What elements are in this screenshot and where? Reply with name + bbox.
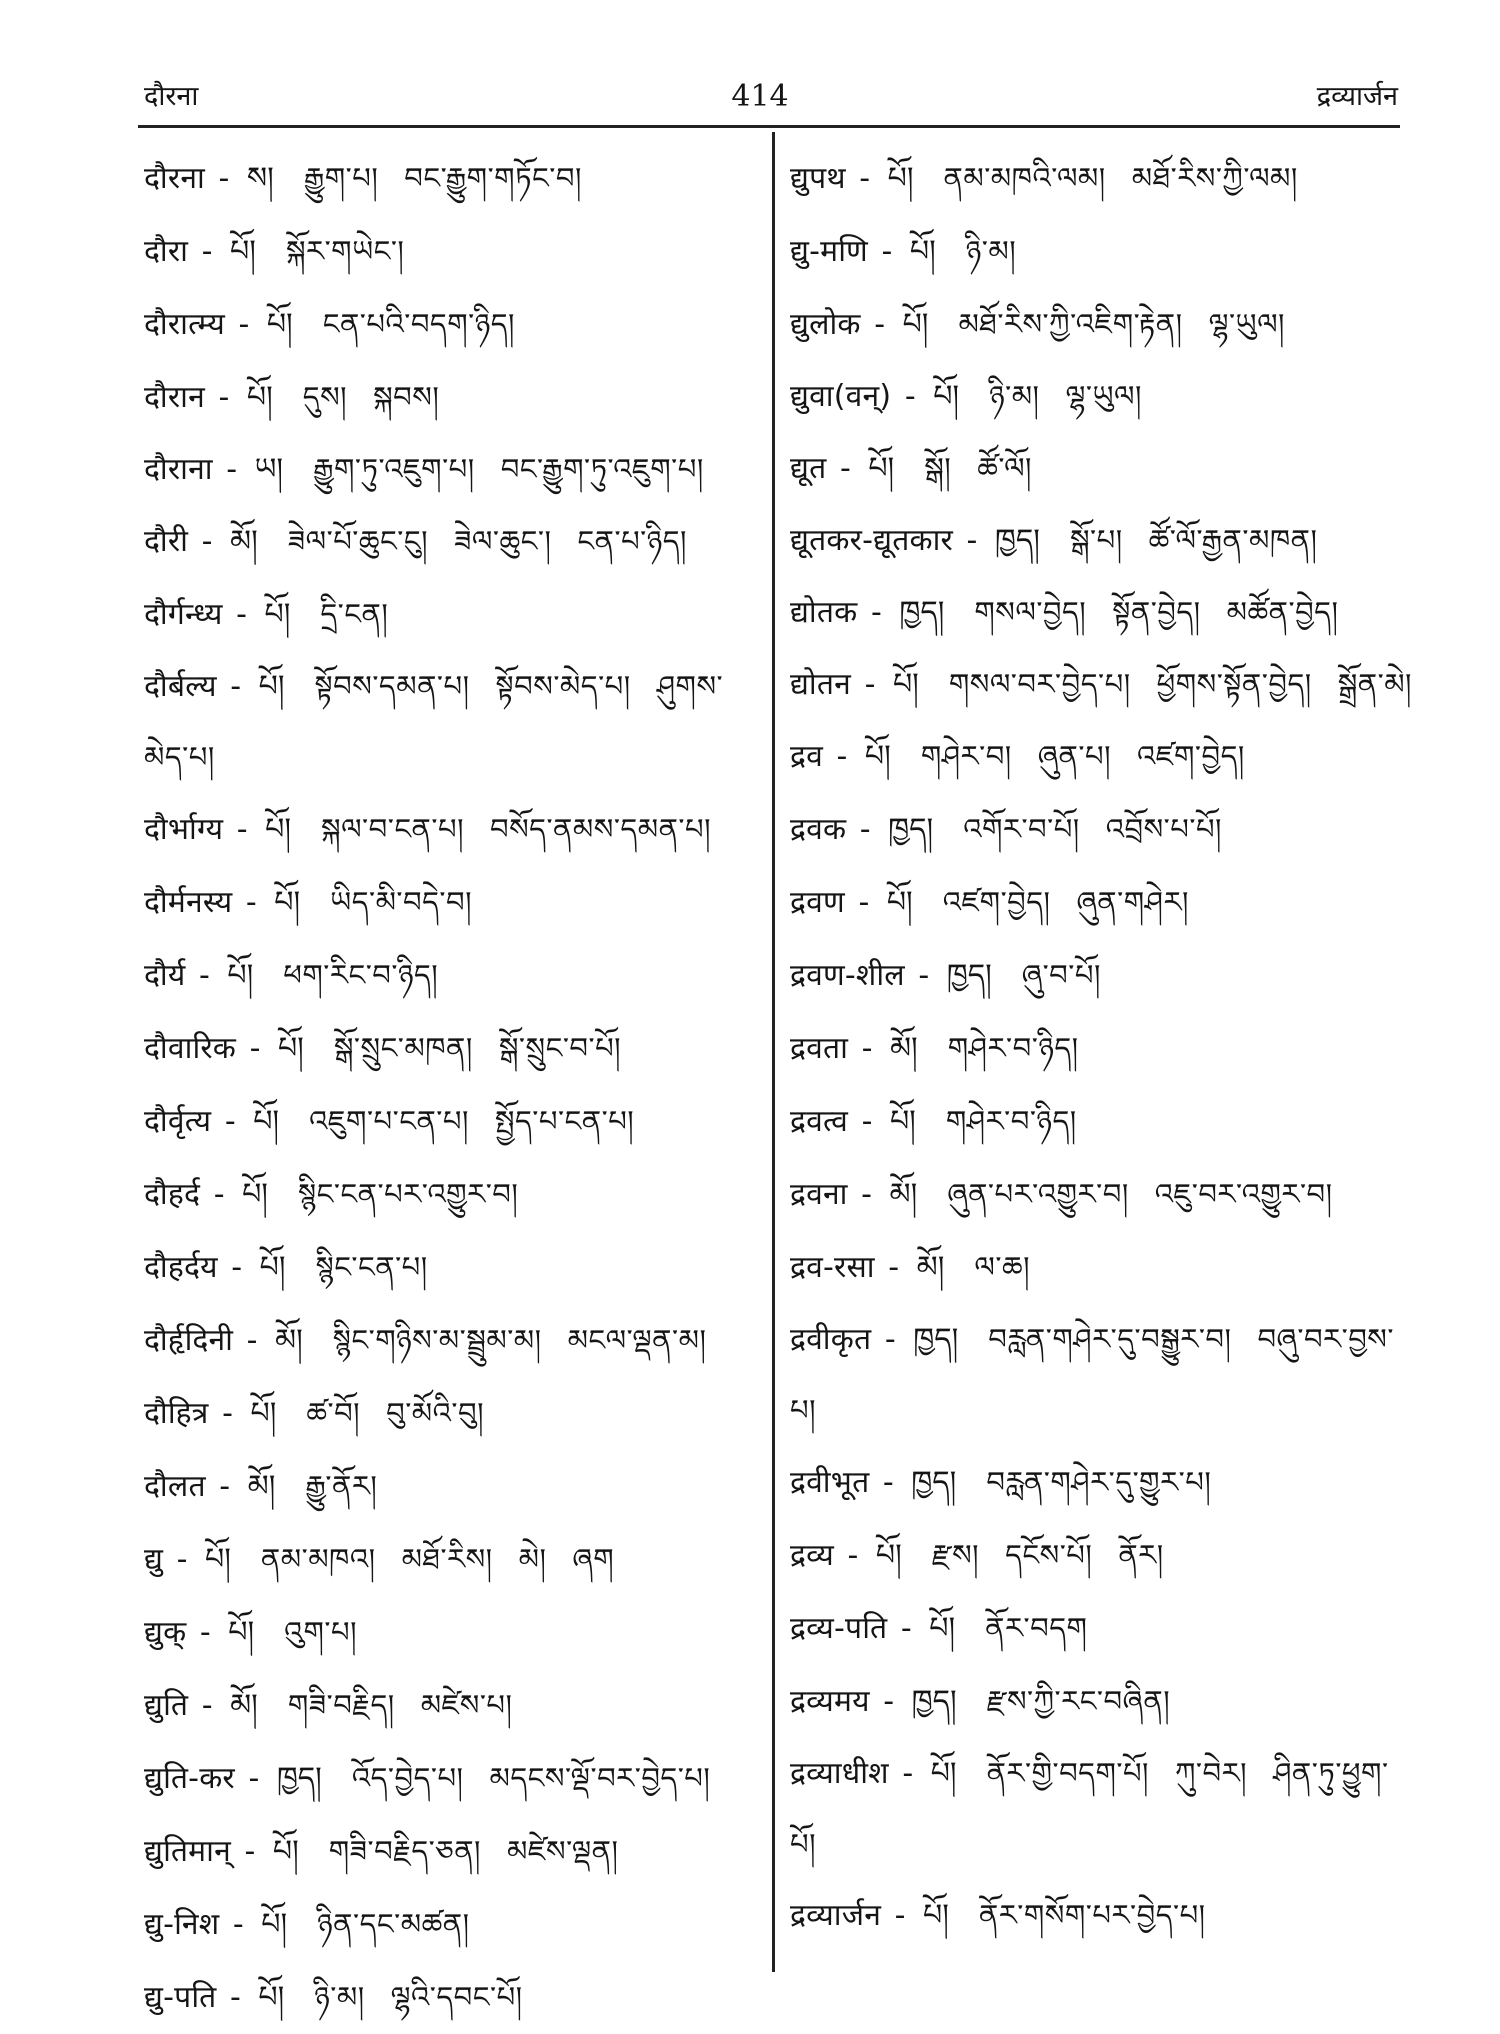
dictionary-entry [144,651,759,793]
headword: दौर्गन्ध्य [144,597,223,632]
grammar-marker: པོ། [258,669,285,704]
tibetan-gloss: ཉིན་དང་མཚན། [317,1907,470,1941]
dictionary-entry [144,939,759,1012]
separator-dash: - [190,1615,221,1650]
tibetan-gloss: སྤྱོད་པ་ངན་པ། [494,1104,635,1138]
grammar-marker: པོ། [864,739,891,774]
dictionary-entry [144,434,759,505]
grammar-marker: པོ། [875,1538,902,1573]
headword: दौरना [144,161,205,196]
dictionary-entry [144,578,759,651]
tibetan-gloss: བརླན་གཤེར་དུ་གྱུར་པ། [986,1465,1212,1499]
grammar-marker: པོ། [264,597,291,632]
separator-dash: - [209,1469,240,1504]
tibetan-gloss: རྒྱུ་ནོར། [305,1469,378,1503]
grammar-marker: མོ། [890,1031,918,1066]
tibetan-gloss: སྟོན་བྱེད། [1112,595,1201,629]
dictionary-entry [144,142,759,215]
tibetan-gloss: ཟེལ་ཆུང་། [454,524,552,558]
tibetan-gloss: སྐལ་བ་ངན་པ། [321,812,465,846]
separator-dash: - [875,1322,906,1357]
headword: द्रवना [790,1177,848,1212]
headword: द्यूत [790,451,827,486]
dictionary-entry [790,505,1412,576]
tibetan-gloss: འཇུག་པ་ངན་པ། [309,1104,469,1138]
tibetan-gloss: ཞུན་གཤེར། [1076,885,1189,919]
tibetan-gloss: དངོས་པོ། [1005,1538,1093,1572]
tibetan-gloss: མེ། [518,1542,547,1576]
dictionary-entry [144,1669,759,1742]
dictionary-entry [144,288,759,361]
separator-dash: - [220,669,251,704]
grammar-marker: པོ། [227,958,254,993]
headword: द्युवा(वन्) [790,379,892,414]
dictionary-entry [790,432,1412,505]
dictionary-entry [144,1888,759,1961]
separator-dash: - [850,812,881,847]
separator-dash: - [885,1898,915,1933]
tibetan-gloss: སྒྲོན་མེ། [1337,667,1412,701]
dictionary-entry [790,1158,1412,1231]
headword: द्रवक [790,812,847,847]
tibetan-gloss: སྐབས། [373,380,440,414]
tibetan-gloss: རྫས་ཀྱི་རང་བཞིན། [986,1684,1171,1718]
dictionary-entry [144,1596,759,1669]
tibetan-gloss: ནོར་བདག [985,1611,1088,1645]
headword: द्रवीकृत [790,1322,872,1357]
header-last-word: द्रव्यार्जन [1316,81,1398,112]
headword: द्युतिमान् [144,1834,231,1869]
tibetan-gloss: མཛེས་ལྡན། [507,1834,619,1868]
tibetan-gloss: ཤུགས་མེད་པ། [144,669,724,774]
dictionary-entry [790,1519,1412,1592]
separator-dash: - [189,958,220,993]
separator-dash: - [864,307,895,342]
grammar-marker: པོ། [892,667,919,702]
separator-dash: - [228,307,259,342]
tibetan-gloss: ནོར་གྱི་བདག་པོ། [986,1756,1149,1790]
dictionary-entry [790,1880,1412,1951]
tibetan-gloss: སྐོར་གཡེང་། [285,234,405,268]
grammar-marker: པོ། [933,379,960,414]
separator-dash: - [851,1177,882,1212]
tibetan-gloss: གཟི་བརྗིད། [287,1688,395,1722]
grammar-marker: པོ། [242,1177,268,1212]
tibetan-gloss: སྒོ། [924,451,952,485]
headword: द्यु-मणि [790,234,868,269]
headword: द्युति-कर [144,1761,235,1796]
dictionary-entry [790,361,1412,432]
dictionary-entry [790,1738,1412,1880]
separator-dash: - [852,1031,882,1066]
grammar-marker: པོ། [259,1250,286,1285]
dictionary-entry [790,1012,1412,1085]
separator-dash: - [240,1031,270,1066]
tibetan-gloss: ཟེལ་པོ་ཆུང་ངུ། [287,524,429,558]
tibetan-gloss: བཞུ་བར་བྱས་པ། [790,1322,1394,1427]
tibetan-gloss: ཉི་མ། [314,1980,365,2014]
right-column [790,142,1412,1951]
headword: दौर्हृदिनी [144,1323,234,1358]
grammar-marker: ཁྱད། [946,958,992,993]
tibetan-gloss: རྒྱུག་ཏུ་འཇུག་པ། [313,452,475,486]
headword: द्रव-रसा [790,1250,875,1285]
column-divider [772,132,775,1972]
headword: द्रव्य [790,1538,834,1573]
tibetan-gloss: གཤེར་བ་ཉིད། [945,1104,1077,1138]
grammar-marker: ས། [246,161,274,196]
tibetan-gloss: མཛེས་པ། [420,1688,513,1722]
headword: द्रवीभूत [790,1465,870,1500]
separator-dash: - [848,885,879,920]
dictionary-entry [790,1304,1412,1446]
grammar-marker: པོ། [886,885,913,920]
separator-dash: - [237,1323,268,1358]
tibetan-gloss: ངན་པ་ཉིད། [577,524,687,558]
tibetan-gloss: ཕྱོགས་སྟོན་བྱེད། [1156,667,1312,701]
separator-dash: - [209,161,239,196]
tibetan-gloss: འགོར་བ་པོ། [963,812,1080,846]
dictionary-entry [144,1158,759,1231]
grammar-marker: པོ། [887,161,914,196]
dictionary-entry [144,1304,759,1377]
dictionary-entry [790,215,1412,288]
tibetan-gloss: ཡིད་མི་བདེ་བ། [330,885,473,919]
headword: दौरा [144,234,189,269]
tibetan-gloss: སྟོབས་དམན་པ། [314,669,470,703]
grammar-marker: པོ། [258,1980,285,2015]
headword: दौर्वृत्य [144,1104,212,1139]
separator-dash: - [827,739,857,774]
separator-dash: - [871,234,902,269]
tibetan-gloss: སྙིང་གཉིས་མ་སྦྲུམ་མ། [332,1323,542,1357]
tibetan-gloss: ཚོ་ལོ་རྒྱན་མཁན། [1148,523,1318,557]
separator-dash: - [852,1104,882,1139]
tibetan-gloss: སྒོ་སྲུང་བ་པོ། [498,1031,622,1065]
grammar-marker: པོ། [272,1834,299,1869]
header-first-word: दौरना [144,81,199,112]
separator-dash: - [849,161,880,196]
grammar-marker: པོ། [909,234,936,269]
separator-dash: - [873,1684,904,1719]
tibetan-gloss: ངན་པའི་བདག་ཉིད། [322,307,515,341]
headword: दौहर्दय [144,1250,218,1285]
tibetan-gloss: མཐོ་རིས་ཀྱི་ལམ། [1131,161,1298,195]
headword: द्रवण-शील [790,958,905,993]
grammar-marker: ཁྱད། [911,1684,957,1719]
headword: दौर्मनस्य [144,885,233,920]
grammar-marker: མོ། [889,1177,918,1212]
tibetan-gloss: མདངས་ལྡོ་བར་བྱེད་པ། [489,1761,711,1795]
separator-dash: - [227,812,258,847]
grammar-marker: པོ། [265,812,291,847]
tibetan-gloss: རྒྱུག་པ། [303,161,379,195]
separator-dash: - [216,452,247,487]
headword: द्यु-पति [144,1980,217,2015]
grammar-marker: པོ། [868,451,895,486]
tibetan-gloss: ཤིན་ཏུ་ཕྱུག་པོ། [790,1756,1389,1861]
grammar-marker: ཁྱད། [994,523,1040,558]
grammar-marker: པོ། [277,1031,304,1066]
headword: द्योतक [790,595,858,630]
tibetan-gloss: དུས། [302,380,348,414]
tibetan-gloss: སྙིང་ངན་པར་འགྱུར་བ། [297,1177,519,1211]
grammar-marker: པོ། [253,1104,280,1139]
grammar-marker: མོ། [275,1323,303,1358]
tibetan-gloss: ནམ་མཁའི་ལམ། [943,161,1106,195]
tibetan-gloss: ལ་ཆ། [974,1250,1031,1284]
separator-dash: - [878,1250,909,1285]
separator-dash: - [895,379,926,414]
headword: द्योतन [790,667,852,702]
tibetan-gloss: འོད་བྱེད་པ། [351,1761,464,1795]
tibetan-gloss: བུ་མོའི་བུ། [386,1396,485,1430]
tibetan-gloss: གཤེར་བ་ཉིད། [947,1031,1079,1065]
dictionary-entry [144,215,759,288]
tibetan-gloss: གཟི་བརྗིད་ཅན། [328,1834,481,1868]
tibetan-gloss: བང་རྒྱུག་ཏུ་འཇུག་པ། [500,452,704,486]
dictionary-entry [790,939,1412,1012]
separator-dash: - [855,667,885,702]
dictionary-entry [790,1592,1412,1665]
tibetan-gloss: རྫས། [931,1538,980,1572]
headword: द्रव [790,739,824,774]
dictionary-entry [144,361,759,434]
dictionary-entry [144,1377,759,1450]
headword: दौहर्द [144,1177,201,1212]
dictionary-entry [790,720,1412,793]
grammar-marker: པོ། [228,1615,255,1650]
dictionary-entry [144,1815,759,1888]
grammar-marker: ཁྱད། [899,595,945,630]
tibetan-gloss: དྲི་ངན། [320,597,389,631]
dictionary-entry [790,793,1412,866]
separator-dash: - [209,380,239,415]
grammar-marker: པོ། [930,1756,957,1791]
grammar-marker: ཡ། [254,452,284,487]
grammar-marker: ཁྱད། [913,1322,959,1357]
dictionary-entry [144,1450,759,1523]
tibetan-gloss: ཞུ་བ་པོ། [1021,958,1101,992]
grammar-marker: མོ། [916,1250,945,1285]
tibetan-gloss: འཛག་བྱེད། [1137,739,1245,773]
headword: द्रव्यार्जन [790,1898,882,1933]
tibetan-gloss: སྙིང་ངན་པ། [315,1250,428,1284]
dictionary-entry [790,649,1412,720]
headword: द्यु [144,1542,164,1577]
separator-dash: - [830,451,861,486]
left-column [144,142,759,2034]
separator-dash: - [215,1104,246,1139]
tibetan-gloss: མངལ་ལྡན་མ། [567,1323,707,1357]
headword: दौर्बल्य [144,669,217,704]
separator-dash: - [192,234,223,269]
headword: दौरात्म्य [144,307,225,342]
dictionary-entry [144,793,759,866]
tibetan-gloss: འབྲོས་པ་པོ། [1105,812,1222,846]
grammar-marker: པོ། [266,307,293,342]
grammar-marker: ཁྱད། [276,1761,322,1796]
separator-dash: - [838,1538,868,1573]
headword: द्युति [144,1688,189,1723]
tibetan-gloss: མཐོ་རིས། [401,1542,493,1576]
separator-dash: - [234,1834,265,1869]
headword: दौरी [144,524,189,559]
grammar-marker: ཁྱད། [911,1465,957,1500]
headword: द्यूतकर-द्यूतकार [790,523,954,558]
headword: द्यु-निश [144,1907,220,1942]
separator-dash: - [192,524,223,559]
grammar-marker: པོ། [274,885,301,920]
tibetan-gloss: གསལ་བར་བྱེད་པ། [948,667,1131,701]
headword: दौर्भाग्य [144,812,224,847]
grammar-marker: མོ། [247,1469,276,1504]
dictionary-entry [144,1742,759,1815]
headword: द्रवण [790,885,845,920]
separator-dash: - [204,1177,235,1212]
tibetan-gloss: ཉི་མ། [965,234,1017,268]
page-number: 414 [731,79,789,114]
dictionary-entry [790,1085,1412,1158]
dictionary-entry [144,1961,759,2034]
separator-dash: - [892,1756,923,1791]
tibetan-gloss: ཕག་རིང་བ་ཉིད། [283,958,439,992]
headword: दौलत [144,1469,206,1504]
headword: द्रवता [790,1031,849,1066]
headword: दौर्य [144,958,186,993]
tibetan-gloss: ཞུན་པ། [1037,739,1112,773]
tibetan-gloss: སྟོབས་མེད་པ། [495,669,631,703]
headword: दौराना [144,452,213,487]
separator-dash: - [238,1761,269,1796]
dictionary-entry [144,1523,759,1596]
tibetan-gloss: འཇུ་བར་འགྱུར་བ། [1154,1177,1333,1211]
tibetan-gloss: སྒོ་སྲུང་མཁན། [333,1031,473,1065]
grammar-marker: པོ། [929,1611,956,1646]
dictionary-entry [790,866,1412,939]
tibetan-gloss: སྒོ་པ། [1069,523,1123,557]
dictionary-entry [144,866,759,939]
tibetan-gloss: ཀུ་བེར། [1175,1756,1248,1790]
grammar-marker: པོ། [922,1898,949,1933]
tibetan-gloss: བསོད་ནམས་དམན་པ། [490,812,712,846]
separator-dash: - [220,1980,251,2015]
separator-dash: - [192,1688,223,1723]
headword: द्युलोक [790,307,861,342]
tibetan-gloss: ལྷ་ཡུལ། [1208,307,1285,341]
headword: द्रवत्व [790,1104,849,1139]
grammar-marker: ཁྱད། [888,812,934,847]
page-header [0,0,1500,140]
dictionary-entry [790,1231,1412,1304]
tibetan-gloss: འུག་པ། [284,1615,358,1649]
tibetan-gloss: མཚོན་བྱེད། [1226,595,1339,629]
dictionary-entry [144,505,759,578]
headword: दौवारिक [144,1031,237,1066]
dictionary-entry [790,1665,1412,1738]
tibetan-gloss: ཞག [572,1542,615,1576]
headword: दौरान [144,380,205,415]
dictionary-entry [790,1446,1412,1519]
headword: दौहित्र [144,1396,209,1431]
grammar-marker: པོ། [902,307,929,342]
grammar-marker: པོ། [889,1104,916,1139]
separator-dash: - [957,523,987,558]
separator-dash: - [908,958,939,993]
separator-dash: - [167,1542,198,1577]
headword: द्रव्य-पति [790,1611,888,1646]
dictionary-entry [144,1012,759,1085]
grammar-marker: པོ། [261,1907,288,1942]
separator-dash: - [226,597,257,632]
tibetan-gloss: བརླན་གཤེར་དུ་བསྒྱུར་བ། [988,1322,1232,1356]
tibetan-gloss: གཤེར་བ། [920,739,1012,773]
separator-dash: - [861,595,892,630]
headword: द्युपथ [790,161,846,196]
headword: द्युक् [144,1615,187,1650]
dictionary-entry [790,288,1412,361]
grammar-marker: མོ། [230,1688,258,1723]
grammar-marker: མོ། [230,524,258,559]
grammar-marker: པོ། [250,1396,277,1431]
tibetan-gloss: ལྷའི་དབང་པོ། [390,1980,523,2014]
separator-dash: - [223,1907,254,1942]
header-rule [138,125,1400,128]
tibetan-gloss: ཚོ་ལོ། [977,451,1032,485]
tibetan-gloss: བང་རྒྱུག་གཏོང་བ། [404,161,582,195]
dictionary-entry [144,1231,759,1304]
tibetan-gloss: ནོར། [1118,1538,1164,1572]
tibetan-gloss: གསལ་བྱེད། [974,595,1087,629]
tibetan-gloss: ཚ་བོ། [306,1396,361,1430]
separator-dash: - [236,885,267,920]
dictionary-entry [790,576,1412,649]
headword: द्रव्यमय [790,1684,870,1719]
headword: द्रव्याधीश [790,1756,889,1791]
grammar-marker: པོ། [246,380,273,415]
tibetan-gloss: མཐོ་རིས་ཀྱི་འཇིག་རྟེན། [958,307,1183,341]
tibetan-gloss: ཞུན་པར་འགྱུར་བ། [947,1177,1129,1211]
separator-dash: - [873,1465,904,1500]
tibetan-gloss: ཉི་མ། [989,379,1040,413]
tibetan-gloss: ལྷ་ཡུལ། [1065,379,1142,413]
separator-dash: - [212,1396,243,1431]
grammar-marker: པོ། [230,234,256,269]
grammar-marker: པོ། [205,1542,231,1577]
separator-dash: - [221,1250,252,1285]
dictionary-entry [144,1085,759,1158]
separator-dash: - [891,1611,922,1646]
dictionary-entry [790,142,1412,215]
tibetan-gloss: འཛག་བྱེད། [942,885,1051,919]
tibetan-gloss: ནམ་མཁའ། [260,1542,376,1576]
tibetan-gloss: ནོར་གསོག་པར་བྱེད་པ། [978,1898,1206,1932]
